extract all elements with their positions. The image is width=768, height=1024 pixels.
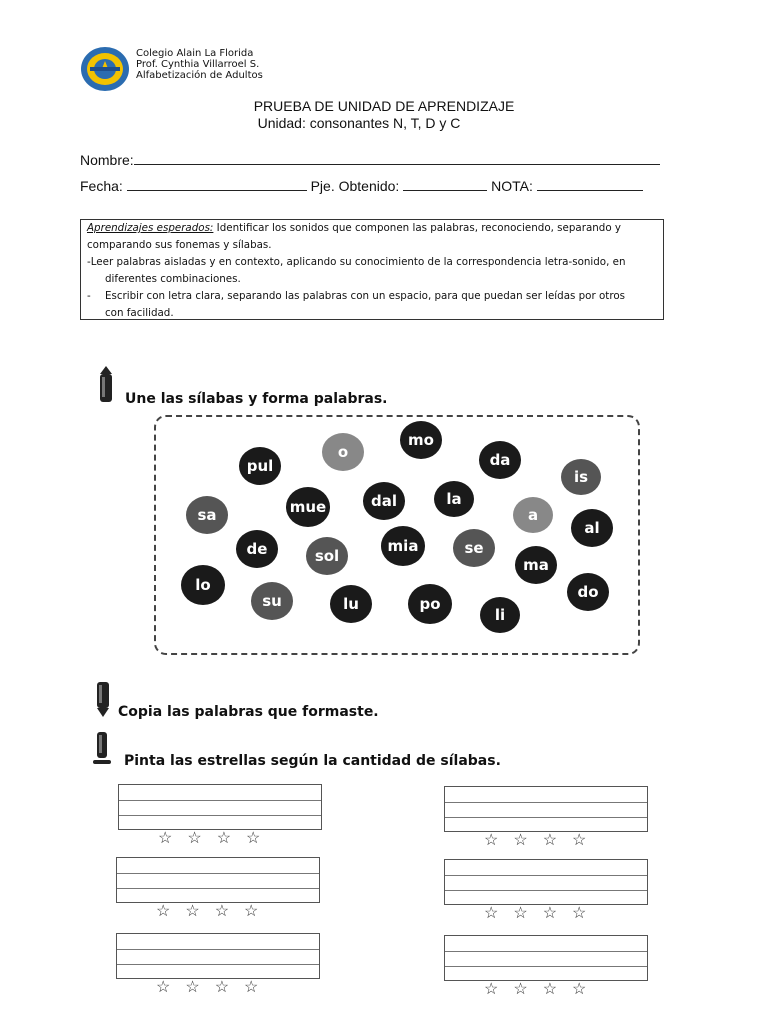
nombre-label: Nombre: (80, 152, 134, 168)
writing-box[interactable] (444, 935, 648, 981)
syllable-circle: li (480, 597, 520, 633)
syllable-stars[interactable]: ☆☆☆☆ (484, 905, 602, 922)
page-title: PRUEBA DE UNIDAD DE APRENDIZAJE (253, 98, 515, 114)
writing-guide-line (117, 873, 319, 874)
syllable-circle: da (479, 441, 521, 479)
objectives-lead-label: Aprendizajes esperados: (87, 222, 214, 234)
syllable-stars[interactable]: ☆☆☆☆ (484, 832, 602, 849)
syllable-circle: po (408, 584, 452, 624)
syllable-stars[interactable]: ☆☆☆☆ (156, 903, 274, 920)
syllable-circle: is (561, 459, 601, 495)
writing-box[interactable] (116, 933, 320, 979)
syllable-circle: dal (363, 482, 405, 520)
objective-1-line-1: -Leer palabras aisladas y en contexto, aplicando su conocimiento de la correspondencia letra-sonido, en (87, 256, 626, 268)
objectives-lead-text-2: comparando sus fonemas y sílabas. (87, 239, 272, 251)
writing-guide-line (119, 800, 321, 801)
syllable-circle: pul (239, 447, 281, 485)
syllable-circle: se (453, 529, 495, 567)
syllable-circle: mue (286, 487, 330, 527)
writing-guide-line (117, 888, 319, 889)
syllable-circle: lu (330, 585, 372, 623)
objective-2-bullet: - (87, 290, 91, 302)
syllable-circle: mia (381, 526, 425, 566)
objective-2-line-1: Escribir con letra clara, separando las palabras con un espacio, para que puedan ser leídas por otros (105, 290, 625, 302)
objective-1-line-2: diferentes combinaciones. (105, 273, 241, 285)
activity-copia-heading: Copia las palabras que formaste. (118, 704, 379, 720)
syllable-circle: sol (306, 537, 348, 575)
objective-2-line-2: con facilidad. (105, 307, 174, 319)
writing-box[interactable] (444, 859, 648, 905)
syllable-circle: lo (181, 565, 225, 605)
puntaje-label: Pje. Obtenido: (310, 178, 400, 194)
syllable-circle: su (251, 582, 293, 620)
syllable-stars[interactable]: ☆☆☆☆ (158, 830, 276, 847)
unit-subtitle: Unidad: consonantes N, T, D y C (257, 115, 461, 131)
activity-pinta-heading: Pinta las estrellas según la cantidad de sílabas. (124, 753, 501, 769)
writing-guide-line (117, 949, 319, 950)
objectives-lead-text: Identificar los sonidos que componen las palabras, reconociendo, separando y (213, 222, 621, 234)
writing-guide-line (445, 802, 647, 803)
writing-guide-line (445, 817, 647, 818)
syllable-circle: sa (186, 496, 228, 534)
syllable-circle: de (236, 530, 278, 568)
syllable-circle: do (567, 573, 609, 611)
writing-guide-line (117, 964, 319, 965)
writing-guide-line (445, 966, 647, 967)
syllable-circle: la (434, 481, 474, 517)
writing-box[interactable] (118, 784, 322, 830)
program-name: Alfabetización de Adultos (136, 70, 263, 81)
writing-box[interactable] (444, 786, 648, 832)
activity-une-heading: Une las sílabas y forma palabras. (125, 391, 388, 407)
nota-label: NOTA: (491, 178, 533, 194)
syllable-circle: o (322, 433, 364, 471)
writing-guide-line (119, 815, 321, 816)
syllable-circle: a (513, 497, 553, 533)
school-name: Colegio Alain La Florida (136, 48, 254, 59)
writing-guide-line (445, 951, 647, 952)
teacher-name: Prof. Cynthia Villarroel S. (136, 59, 260, 70)
fecha-label: Fecha: (80, 178, 123, 194)
writing-guide-line (445, 875, 647, 876)
syllable-circle: ma (515, 546, 557, 584)
syllable-circle: al (571, 509, 613, 547)
writing-guide-line (445, 890, 647, 891)
writing-box[interactable] (116, 857, 320, 903)
syllable-circle: mo (400, 421, 442, 459)
syllable-stars[interactable]: ☆☆☆☆ (156, 979, 274, 996)
syllable-stars[interactable]: ☆☆☆☆ (484, 981, 602, 998)
